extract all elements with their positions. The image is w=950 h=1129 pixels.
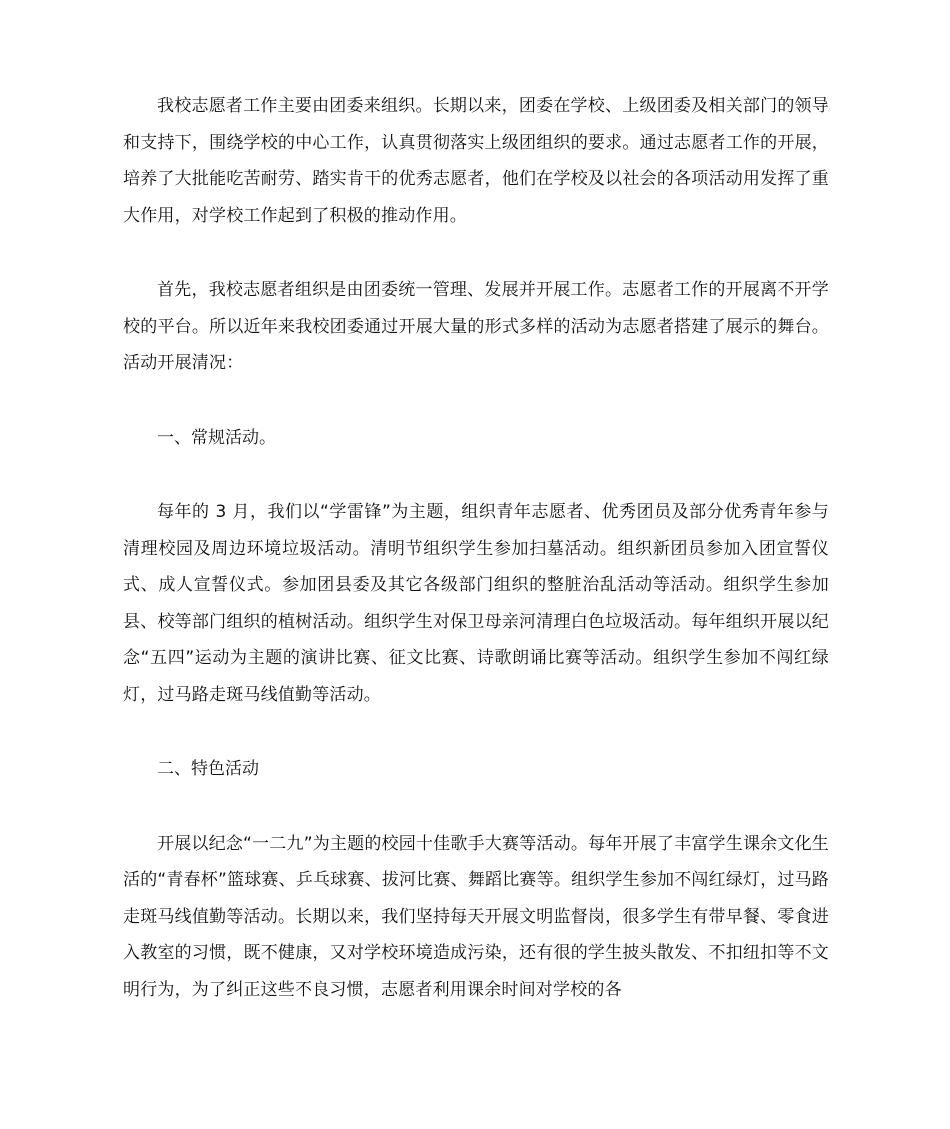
section-heading-special-activities: 二、特色活动 <box>157 759 259 779</box>
paragraph-regular-activities: 每年的 3 月，我们以“学雷锋”为主题，组织青年志愿者、优秀团员及部分优秀青年参与清理校园及周边环境垃圾活动。清明节组织学生参加扫墓活动。组织新团员参加入团宣誓仪式、成人宣誓仪式。参加团县委及其它各级部门组织的整脏治乱活动等活动。组织学生参加县、校等部门组织的植树活动。组织学生对保卫母亲河清理白色垃圾活动。每年组织开展以纪念“五四”运动为主题的演讲比赛、征文比赛、诗歌朗诵比赛等活动。组织学生参加不闯红绿灯，过马路走斑马线值勤等活动。 <box>123 502 829 705</box>
document-body <box>123 88 829 1008</box>
section-heading-regular-activities: 一、常规活动。 <box>157 427 276 448</box>
paragraph-overview: 首先，我校志愿者组织是由团委统一管理、发展并开展工作。志愿者工作的开展离不开学校的平台。所以近年来我校团委通过开展大量的形式多样的活动为志愿者搭建了展示的舞台。活动开展清况： <box>123 280 829 373</box>
paragraph-intro: 我校志愿者工作主要由团委来组织。长期以来，团委在学校、上级团委及相关部门的领导和支持下，围绕学校的中心工作，认真贯彻落实上级团组织的要求。通过志愿者工作的开展，培养了大批能吃苦耐劳、踏实肯干的优秀志愿者，他们在学校及以社会的各项活动用发挥了重大作用，对学校工作起到了积极的推动作用。 <box>123 96 829 226</box>
paragraph-special-activities: 开展以纪念“一二九”为主题的校园十佳歌手大赛等活动。每年开展了丰富学生课余文化生活的“青春杯”篮球赛、乒乓球赛、拔河比赛、舞蹈比赛等。组织学生参加不闯红绿灯，过马路走斑马线值勤等活动。长期以来，我们坚持每天开展文明监督岗，很多学生有带早餐、零食进入教室的习惯，既不健康，又对学校环境造成污染，还有很的学生披头散发、不扣纽扣等不文明行为，为了纠正这些不良习惯，志愿者利用课余时间对学校的各 <box>123 833 830 1000</box>
